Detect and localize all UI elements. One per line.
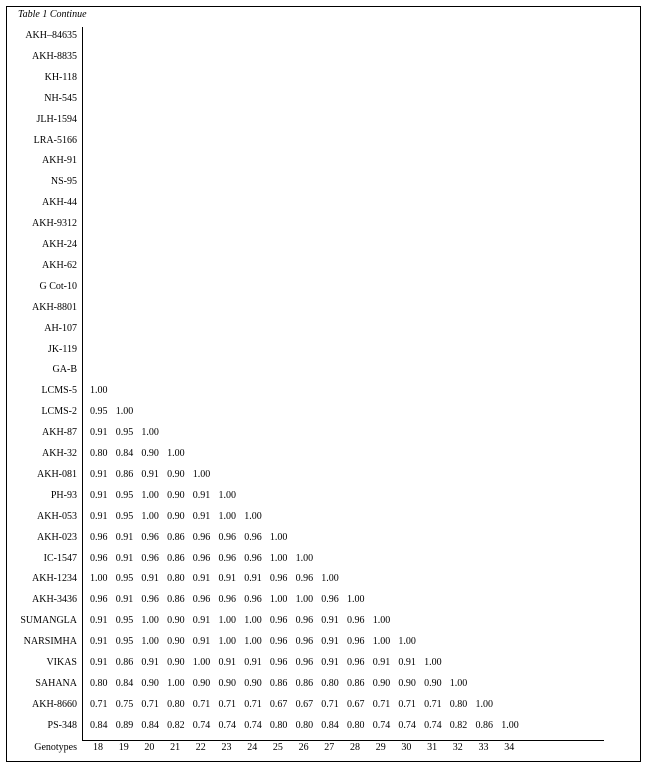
column-label: 24	[247, 742, 258, 753]
table-cell: 1.00	[218, 489, 236, 501]
row-label: AKH-44	[42, 197, 77, 209]
column-label: 30	[401, 742, 412, 753]
table-cell: 0.90	[141, 448, 159, 459]
table-cell: 0.74	[244, 719, 262, 731]
table-cell: 0.90	[167, 510, 185, 522]
column-label: 27	[324, 742, 335, 753]
table-cell: 0.95	[115, 427, 134, 439]
table-cell: 0.95	[115, 489, 134, 501]
column-label: 25	[272, 742, 283, 753]
table-cell: 0.86	[167, 531, 185, 543]
table-cell: 1.00	[424, 657, 442, 668]
column-label: 31	[427, 742, 438, 753]
table-cell: 1.00	[244, 636, 262, 648]
table-cell: 0.96	[244, 531, 262, 543]
table-cell: 0.90	[167, 636, 185, 648]
table-cell: 0.96	[269, 657, 288, 668]
table-cell: 1.00	[115, 406, 134, 418]
table-cell: 1.00	[141, 427, 159, 439]
table-cell: 0.91	[192, 489, 211, 501]
row-label: AKH-8801	[32, 301, 77, 313]
table-cell: 0.71	[321, 698, 339, 710]
table-cell: 0.80	[90, 448, 108, 459]
table-cell: 0.91	[192, 510, 211, 522]
table-cell: 0.96	[192, 531, 211, 543]
table-cell: 0.95	[115, 573, 134, 585]
table-cell: 0.74	[398, 719, 416, 731]
row-label: AKH-081	[37, 468, 77, 480]
table-cell: 1.00	[141, 510, 159, 522]
table-cell: 0.86	[347, 677, 365, 689]
table-cell: 1.00	[167, 448, 185, 459]
table-cell: 0.91	[90, 615, 108, 627]
column-label: 20	[144, 742, 155, 753]
table-cell: 0.96	[295, 573, 314, 585]
table-cell: 0.71	[244, 698, 262, 710]
row-label: AKH-053	[37, 510, 77, 522]
table-cell: 0.91	[218, 573, 236, 585]
table-caption: Table 1 Continue	[18, 9, 87, 20]
table-cell: 0.91	[372, 657, 391, 668]
table-cell: 0.96	[218, 552, 236, 564]
column-label: 23	[221, 742, 232, 753]
row-label: JK-119	[47, 343, 77, 355]
table-cell: 0.90	[167, 489, 185, 501]
table-cell: 0.86	[115, 468, 134, 480]
table-cell: 0.80	[167, 698, 185, 710]
row-label: AKH-62	[42, 259, 77, 271]
table-cell: 1.00	[167, 677, 185, 689]
row-label: JLH-1594	[36, 113, 77, 125]
row-label: VIKAS	[46, 657, 77, 668]
table-cell: 0.84	[90, 719, 108, 731]
column-label: 26	[298, 742, 309, 753]
table-cell: 0.86	[167, 594, 185, 606]
table-cell: 1.00	[501, 719, 519, 731]
column-header-divider	[82, 740, 604, 741]
table-cell: 0.71	[141, 698, 159, 710]
table-cell: 0.91	[141, 468, 159, 480]
table-cell: 1.00	[192, 468, 211, 480]
row-label: AH-107	[44, 322, 77, 334]
table-cell: 0.89	[115, 719, 134, 731]
table-cell: 1.00	[244, 615, 262, 627]
table-cell: 0.91	[115, 531, 134, 543]
table-cell: 0.90	[141, 677, 159, 689]
table-cell: 0.91	[90, 510, 108, 522]
table-cell: 0.95	[115, 636, 134, 648]
table-cell: 0.71	[90, 698, 108, 710]
table-cell: 0.91	[192, 636, 211, 648]
table-cell: 0.91	[90, 636, 108, 648]
table-cell: 0.96	[90, 531, 108, 543]
table-cell: 0.80	[90, 677, 108, 689]
table-cell: 0.90	[372, 677, 391, 689]
table-cell: 0.91	[192, 573, 211, 585]
table-cell: 0.96	[244, 552, 262, 564]
table-cell: 1.00	[347, 594, 365, 606]
table-cell: 0.96	[141, 594, 159, 606]
row-label: AKH-32	[42, 448, 77, 459]
table-cell: 0.90	[218, 677, 236, 689]
table-cell: 0.86	[167, 552, 185, 564]
row-label: G Cot-10	[39, 280, 77, 292]
table-frame	[6, 6, 641, 762]
row-label: AKH-8660	[32, 698, 77, 710]
table-cell: 1.00	[449, 677, 468, 689]
table-cell: 0.91	[90, 489, 108, 501]
table-cell: 0.82	[449, 719, 468, 731]
table-cell: 1.00	[90, 385, 108, 397]
table-cell: 0.96	[321, 594, 339, 606]
table-cell: 0.80	[321, 677, 339, 689]
table-cell: 0.67	[347, 698, 365, 710]
table-cell: 0.90	[167, 657, 185, 668]
table-cell: 0.91	[321, 657, 339, 668]
table-cell: 0.96	[90, 552, 108, 564]
table-cell: 1.00	[218, 636, 236, 648]
row-label: AKH-3436	[32, 594, 77, 606]
table-cell: 0.96	[192, 552, 211, 564]
table-cell: 0.96	[244, 594, 262, 606]
table-cell: 0.95	[115, 510, 134, 522]
column-label: 19	[118, 742, 129, 753]
row-label: AKH-023	[37, 531, 77, 543]
table-cell: 0.84	[115, 448, 134, 459]
column-label: 21	[170, 742, 181, 753]
table-cell: 0.90	[167, 468, 185, 480]
table-cell: 0.96	[218, 594, 236, 606]
table-cell: 1.00	[295, 552, 314, 564]
table-cell: 0.74	[424, 719, 442, 731]
row-label: LCMS-2	[41, 406, 77, 418]
genotypes-corner-label: Genotypes	[34, 742, 77, 753]
row-label: AKH-87	[42, 427, 77, 439]
table-cell: 0.96	[347, 615, 365, 627]
row-label: PH-93	[50, 489, 77, 501]
table-cell: 0.96	[269, 636, 288, 648]
table-cell: 0.95	[90, 406, 108, 418]
table-cell: 1.00	[90, 573, 108, 585]
table-cell: 0.71	[192, 698, 211, 710]
table-cell: 0.91	[244, 657, 262, 668]
table-cell: 1.00	[141, 489, 159, 501]
row-label: AKH-8835	[32, 50, 77, 62]
table-cell: 0.91	[115, 594, 134, 606]
table-cell: 0.90	[167, 615, 185, 627]
table-cell: 1.00	[372, 636, 391, 648]
table-cell: 0.90	[192, 677, 211, 689]
row-label: NS-95	[50, 176, 77, 188]
row-label: AKH-91	[42, 155, 77, 167]
row-label: AKH-9312	[32, 218, 77, 230]
table-cell: 0.96	[347, 657, 365, 668]
table-cell: 0.80	[269, 719, 288, 731]
table-cell: 0.91	[218, 657, 236, 668]
table-cell: 0.71	[372, 698, 391, 710]
table-cell: 1.00	[192, 657, 211, 668]
table-cell: 0.91	[321, 615, 339, 627]
table-cell: 0.91	[90, 427, 108, 439]
table-cell: 0.80	[347, 719, 365, 731]
table-cell: 0.67	[269, 698, 288, 710]
row-label: AKH–84635	[25, 30, 77, 41]
table-cell: 1.00	[269, 552, 288, 564]
row-label: KH-118	[44, 71, 77, 83]
row-label: GA-B	[52, 364, 77, 376]
table-cell: 0.96	[90, 594, 108, 606]
table-cell: 0.86	[295, 677, 314, 689]
table-cell: 0.75	[115, 698, 134, 710]
table-cell: 0.91	[398, 657, 416, 668]
row-label: PS-348	[47, 719, 77, 731]
table-cell: 0.95	[115, 615, 134, 627]
table-cell: 0.84	[321, 719, 339, 731]
column-label: 33	[478, 742, 489, 753]
table-cell: 0.91	[115, 552, 134, 564]
table-cell: 0.96	[141, 552, 159, 564]
row-label: AKH-24	[42, 239, 77, 250]
row-label: LCMS-5	[41, 385, 77, 397]
table-cell: 0.67	[295, 698, 314, 710]
table-cell: 0.71	[218, 698, 236, 710]
table-cell: 1.00	[475, 698, 493, 710]
column-label: 32	[452, 742, 463, 753]
table-cell: 0.80	[449, 698, 468, 710]
column-label: 18	[93, 742, 103, 753]
table-cell: 1.00	[295, 594, 314, 606]
table-cell: 0.91	[141, 657, 159, 668]
table-cell: 0.96	[218, 531, 236, 543]
table-cell: 0.91	[90, 468, 108, 480]
table-cell: 0.96	[295, 636, 314, 648]
table-cell: 0.80	[295, 719, 314, 731]
table-cell: 0.71	[398, 698, 416, 710]
table-cell: 1.00	[218, 615, 236, 627]
table-cell: 1.00	[141, 636, 159, 648]
table-cell: 0.86	[115, 657, 134, 668]
table-cell: 1.00	[141, 615, 159, 627]
column-label: 22	[195, 742, 206, 753]
table-cell: 0.96	[295, 615, 314, 627]
table-cell: 0.84	[141, 719, 159, 731]
table-cell: 0.74	[218, 719, 236, 731]
table-cell: 0.84	[115, 677, 134, 689]
table-cell: 1.00	[269, 594, 288, 606]
table-cell: 0.86	[475, 719, 493, 731]
table-cell: 0.91	[321, 636, 339, 648]
column-label: 29	[375, 742, 386, 753]
row-label: NH-545	[44, 92, 77, 104]
table-cell: 0.96	[295, 657, 314, 668]
row-label: NARSIMHA	[23, 636, 77, 648]
table-cell: 0.71	[424, 698, 442, 710]
table-cell: 0.82	[167, 719, 185, 731]
table-cell: 0.91	[141, 573, 159, 585]
row-label: SAHANA	[35, 677, 77, 689]
column-label: 28	[350, 742, 360, 753]
table-cell: 0.80	[167, 573, 185, 585]
table-cell: 0.91	[244, 573, 262, 585]
row-label: IC-1547	[43, 552, 77, 564]
table-cell: 0.90	[424, 677, 442, 689]
table-cell: 1.00	[398, 636, 416, 648]
table-cell: 0.96	[269, 573, 288, 585]
table-cell: 0.91	[192, 615, 211, 627]
row-header-divider	[82, 27, 83, 740]
table-cell: 0.86	[269, 677, 288, 689]
table-cell: 0.91	[90, 657, 108, 668]
row-label: LRA-5166	[33, 134, 77, 146]
table-cell: 0.96	[141, 531, 159, 543]
table-cell: 0.96	[269, 615, 288, 627]
table-cell: 1.00	[321, 573, 339, 585]
row-label: SUMANGLA	[20, 615, 77, 627]
table-cell: 0.96	[347, 636, 365, 648]
table-cell: 1.00	[218, 510, 236, 522]
table-cell: 0.74	[372, 719, 391, 731]
table-cell: 1.00	[244, 510, 262, 522]
table-cell: 0.96	[192, 594, 211, 606]
row-label: AKH-1234	[32, 573, 77, 585]
table-cell: 1.00	[269, 531, 288, 543]
table-cell: 0.74	[192, 719, 211, 731]
table-cell: 0.90	[244, 677, 262, 689]
column-label: 34	[504, 742, 515, 753]
table-cell: 1.00	[372, 615, 391, 627]
table-cell: 0.90	[398, 677, 416, 689]
